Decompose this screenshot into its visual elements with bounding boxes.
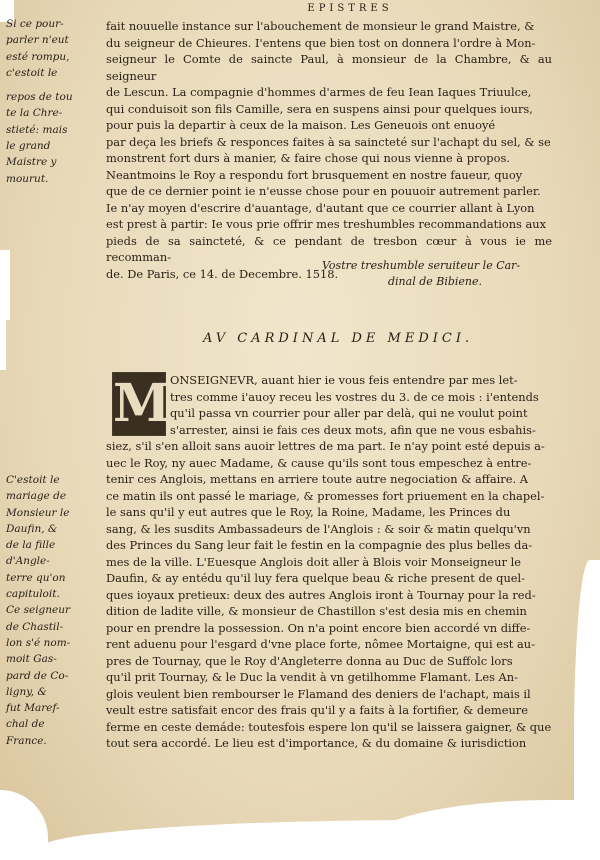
margin-note-top: Si ce pour- parler n'eut esté rompu, c'estoit le repos de tou te la Chre- stieté: mais le grand Maistre y mourut. <box>6 18 73 185</box>
letter-body-1: fait nouuelle instance sur l'abouchement de monsieur le grand Maistre, & du seigneur de Chieures. I'entens que bien tost on donnera l'ordre à Mon- seigneur le Comte de saincte Paul, à monsieur de la Chambre, & au seigneur de Lescun. La compagnie d'hommes d'armes de feu Iean Iaques Triuulce, qui conduisoit son fils Camille, sera en suspens ainsi pour quelques iours, pour puis la departir à ceux de la maison. Les Geneuois ont enuoyé par deça les briefs & responces faites à sa saincteté sur l'achapt du sel, & se monstrent fort durs à manier, & faire chose qui nous vienne à propos. Neantmoins le Roy a respondu fort brusquement en nostre faueur, quoy que de ce dernier point ie n'eusse chose pour en pouuoir autrement parler. Ie n'ay moyen d'escrire d'auantage, d'autant que ce courrier allant à Lyon est prest à partir: Ie vous prie offrir mes treshumbles recommandations aux pieds de sa saincteté, & ce pendant de tresbon cœur à vous ie me recomman- de. De Paris, ce 14. de Decembre. 1518. <box>106 19 552 281</box>
signature: Vostre treshumble seruiteur le Car- dinal de Bibiene. <box>322 259 521 288</box>
letter-body-2: siez, s'il s'en alloit sans auoir lettres de ma part. Ie n'ay point esté depuis a- uec le Roy, ny auec Madame, & cause qu'ils sont tous empeschez à entre- tenir ces Anglois, mettans en arriere toute autre negociation & affaire. A ce matin ils ont passé le mariage, & promesses fort priuement en la chapel- le sans qu'il y eut autres que le Roy, la Roine, Madame, les Princes du sang, & les susdits Ambassadeurs de l'Anglois : & soir & matin quelqu'vn des Princes du Sang leur fait le festin en la compagnie des plus belles da- mes de la ville. L'Euesque Anglois doit aller à Blois voir Monseigneur le Daufin, & ay entédu qu'il luy fera quelque beau & riche present de quel- ques ioyaux pretieux: deux des autres Anglois iront à Tournay pour la red- dition de ladite ville, & monsieur de Chastillon s'est desia mis en chemin pour en prendre la possession. On n'a point encore bien accordé vn diffe- rent aduenu pour l'esgard d'vne place forte, nômee Mortaigne, qui est au- pres de Tournay, que le Roy d'Angleterre donna au Duc de Suffolc lors qu'il prit Tournay, & le Duc la vendit à vn getilhomme Flamant. Les An- glois veulent bien rembourser le Flamand des deniers de l'achapt, mais il veult estre satisfait encor des frais qu'il y a faits à la fortifier, & demeure ferme en ceste demáde: toutesfois espere lon qu'il se laissera gaigner, & que tout sera accordé. Le lieu est d'importance, & du domaine & iurisdiction <box>106 439 552 750</box>
margin-note-bottom: C'estoit le mariage de Monsieur le Daufin, & de la fille d'Angle- terre qu'on capituloit. Ce seigneur de Chastil- lon s'é nom- moit Gas- pard de Co- ligny, & fut Maref- chal de France. <box>6 474 71 747</box>
drop-cap: M <box>113 373 171 434</box>
letter-heading: AV CARDINAL DE MEDICI. <box>203 331 474 346</box>
letter-body-2-opening: ONSEIGNEVR, auant hier ie vous feis entendre par mes let- tres comme i'auoy receu les vostres du 3. de ce mois : i'entends qu'il passa vn courrier pour aller par delà, qui ne voulut point s'arrester, ainsi ie fais ces deux mots, afin que ne vous esbahis- <box>170 373 539 437</box>
torn-edge <box>574 560 600 860</box>
torn-edge <box>360 800 600 860</box>
torn-edge <box>0 250 10 320</box>
torn-edge <box>0 320 6 370</box>
running-head: EPISTRES <box>307 3 393 14</box>
